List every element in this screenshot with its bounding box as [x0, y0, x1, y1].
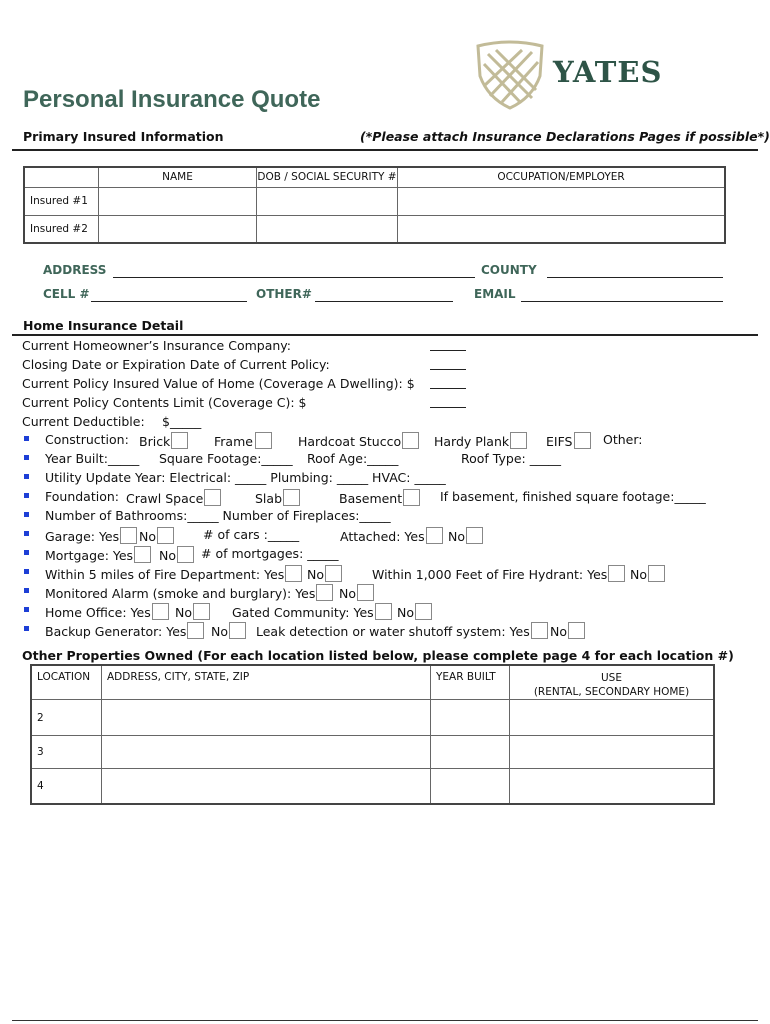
- mortgage-yes-checkbox[interactable]: [134, 546, 151, 563]
- bullet-icon: [24, 626, 29, 631]
- contents-field[interactable]: [430, 396, 466, 408]
- deductible-label: Current Deductible:: [22, 414, 145, 429]
- year-built-cell[interactable]: [431, 736, 510, 769]
- bullet-icon: [24, 436, 29, 441]
- logo-text: YATES: [553, 55, 663, 89]
- basement-checkbox[interactable]: [403, 489, 420, 506]
- alarm-no-checkbox[interactable]: [357, 584, 374, 601]
- county-field[interactable]: [547, 265, 723, 278]
- garage-yes-checkbox[interactable]: [120, 527, 137, 544]
- current-company-field[interactable]: [430, 339, 466, 351]
- attached-no-checkbox[interactable]: [466, 527, 483, 544]
- table-header-cell: OCCUPATION/EMPLOYER: [398, 167, 726, 187]
- table-header-cell: [24, 167, 99, 187]
- table-row: [31, 769, 714, 804]
- declarations-note: (*Please attach Insurance Declarations Pages if possible*): [360, 129, 770, 144]
- table-header-cell: ADDRESS, CITY, STATE, ZIP: [102, 665, 431, 700]
- year-built-cell[interactable]: [431, 769, 510, 804]
- slab-checkbox[interactable]: [283, 489, 300, 506]
- office-yes-checkbox[interactable]: [152, 603, 169, 620]
- address-cell[interactable]: [102, 769, 431, 804]
- leak-no-checkbox[interactable]: [568, 622, 585, 639]
- expiration-label: Closing Date or Expiration Date of Current Policy:: [22, 357, 330, 372]
- fire-dept-yes-checkbox[interactable]: [285, 565, 302, 582]
- county-label: COUNTY: [481, 263, 537, 277]
- bullet-icon: [24, 588, 29, 593]
- row-label: Insured #1: [24, 187, 99, 215]
- use-cell[interactable]: [510, 769, 715, 804]
- other-properties-heading: Other Properties Owned (For each location listed below, please complete page 4 for each location #): [22, 648, 734, 663]
- name-field[interactable]: [99, 187, 257, 215]
- location-number: 2: [31, 700, 102, 736]
- deductible-field[interactable]: $_____: [162, 414, 202, 429]
- stucco-checkbox[interactable]: [402, 432, 419, 449]
- leak-yes-checkbox[interactable]: [531, 622, 548, 639]
- bullet-icon: [24, 455, 29, 460]
- attached-yes-checkbox[interactable]: [426, 527, 443, 544]
- table-header-cell: LOCATION: [31, 665, 102, 700]
- bullet-icon: [24, 531, 29, 536]
- table-row: [31, 736, 714, 769]
- other-phone-field[interactable]: [315, 289, 453, 302]
- primary-heading: Primary Insured Information: [23, 129, 224, 144]
- dob-ssn-field[interactable]: [257, 187, 398, 215]
- row-label: Insured #2: [24, 215, 99, 243]
- page-title: Personal Insurance Quote: [23, 86, 321, 113]
- office-no-checkbox[interactable]: [193, 603, 210, 620]
- gated-yes-checkbox[interactable]: [375, 603, 392, 620]
- bullet-icon: [24, 569, 29, 574]
- contents-label: Current Policy Contents Limit (Coverage C): $: [22, 395, 307, 410]
- divider: [12, 149, 758, 151]
- cell-label: CELL #: [43, 287, 90, 301]
- hardy-plank-checkbox[interactable]: [510, 432, 527, 449]
- footer-divider: [12, 1020, 758, 1021]
- cell-field[interactable]: [91, 289, 247, 302]
- email-field[interactable]: [521, 289, 723, 302]
- dwelling-field[interactable]: [430, 377, 466, 389]
- occupation-field[interactable]: [398, 215, 726, 243]
- other-properties-table: [30, 664, 715, 805]
- table-header-cell: DOB / SOCIAL SECURITY #: [257, 167, 398, 187]
- home-heading: Home Insurance Detail: [23, 318, 184, 333]
- brick-checkbox[interactable]: [171, 432, 188, 449]
- bullet-icon: [24, 474, 29, 479]
- bullet-icon: [24, 512, 29, 517]
- alarm-yes-checkbox[interactable]: [316, 584, 333, 601]
- divider: [12, 334, 758, 336]
- mortgage-no-checkbox[interactable]: [177, 546, 194, 563]
- expiration-field[interactable]: [430, 358, 466, 370]
- table-header-cell: NAME: [99, 167, 257, 187]
- table-row: [24, 215, 725, 243]
- bullet-icon: [24, 607, 29, 612]
- crawl-space-checkbox[interactable]: [204, 489, 221, 506]
- use-cell[interactable]: [510, 700, 715, 736]
- fire-dept-no-checkbox[interactable]: [325, 565, 342, 582]
- bullet-icon: [24, 493, 29, 498]
- frame-checkbox[interactable]: [255, 432, 272, 449]
- dob-ssn-field[interactable]: [257, 215, 398, 243]
- table-row: [31, 700, 714, 736]
- insured-table: [23, 166, 726, 244]
- hydrant-no-checkbox[interactable]: [648, 565, 665, 582]
- location-number: 3: [31, 736, 102, 769]
- address-cell[interactable]: [102, 736, 431, 769]
- address-label: ADDRESS: [43, 263, 107, 277]
- hydrant-yes-checkbox[interactable]: [608, 565, 625, 582]
- occupation-field[interactable]: [398, 187, 726, 215]
- garage-no-checkbox[interactable]: [157, 527, 174, 544]
- location-number: 4: [31, 769, 102, 804]
- table-header-cell: YEAR BUILT: [431, 665, 510, 700]
- bullet-icon: [24, 550, 29, 555]
- name-field[interactable]: [99, 215, 257, 243]
- table-row: [24, 187, 725, 215]
- gated-no-checkbox[interactable]: [415, 603, 432, 620]
- use-cell[interactable]: [510, 736, 715, 769]
- utility-row: Utility Update Year: Electrical: _____ Plumbing: _____ HVAC: _____: [45, 470, 446, 485]
- generator-no-checkbox[interactable]: [229, 622, 246, 639]
- year-built-cell[interactable]: [431, 700, 510, 736]
- generator-yes-checkbox[interactable]: [187, 622, 204, 639]
- email-label: EMAIL: [474, 287, 516, 301]
- bathrooms-row: Number of Bathrooms:_____ Number of Fireplaces:_____: [45, 508, 391, 523]
- dwelling-label: Current Policy Insured Value of Home (Coverage A Dwelling): $: [22, 376, 415, 391]
- address-field[interactable]: [113, 265, 475, 278]
- other-phone-label: OTHER#: [256, 287, 312, 301]
- address-cell[interactable]: [102, 700, 431, 736]
- table-header-cell: USE (RENTAL, SECONDARY HOME): [510, 665, 715, 700]
- current-company-label: Current Homeowner’s Insurance Company:: [22, 338, 291, 353]
- eifs-checkbox[interactable]: [574, 432, 591, 449]
